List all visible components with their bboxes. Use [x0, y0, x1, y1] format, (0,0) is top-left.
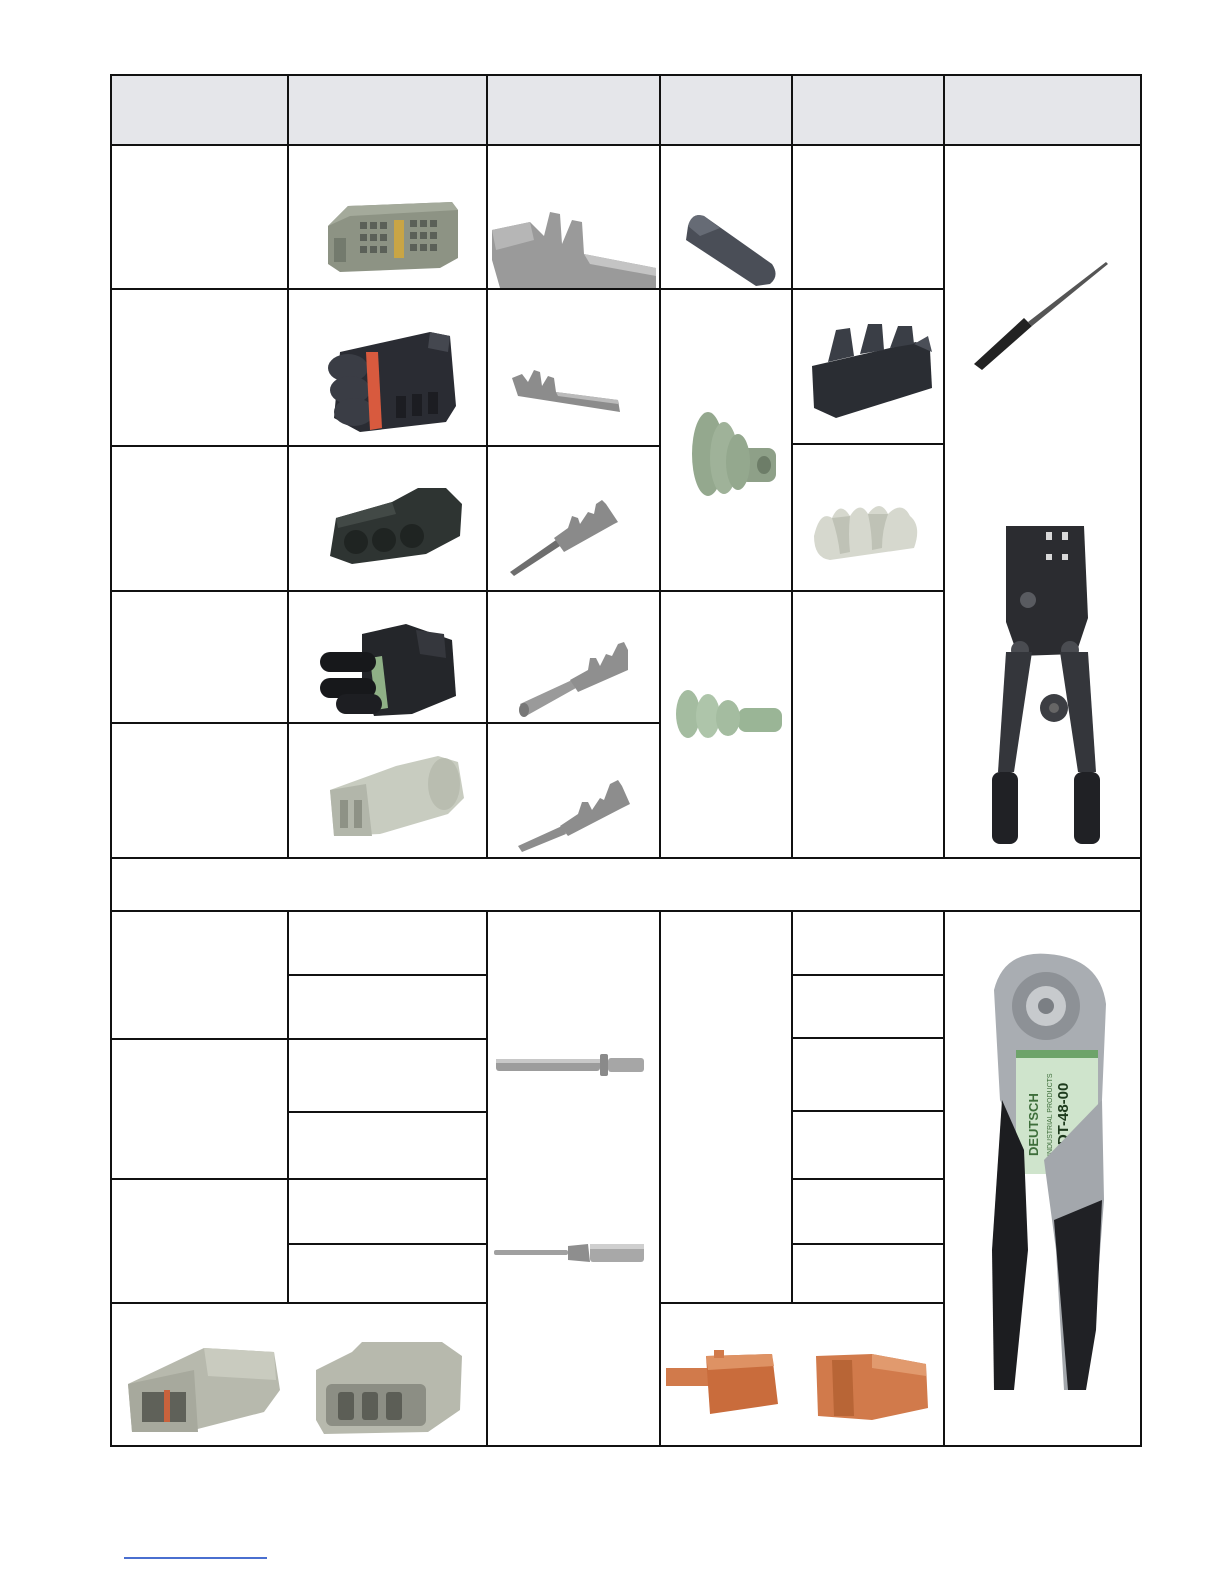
tpa-lock-black-image	[806, 322, 936, 422]
wire-seal-green-small-image	[674, 686, 786, 746]
section-rule-bottom	[110, 910, 1142, 912]
release-tool-image	[966, 256, 1112, 378]
crimper-model-text: HDT-48-00	[1055, 1082, 1072, 1156]
crimper-brand-text: DEUTSCH	[1026, 1093, 1041, 1156]
b-rule-4a	[110, 1178, 488, 1180]
connector-light-gray-image	[326, 754, 466, 838]
crimper-deutsch-hdt-image	[984, 950, 1118, 1410]
connector-gray-multipin-image	[320, 188, 466, 284]
terminal-pin-image	[506, 494, 622, 578]
b-rule-1a	[287, 974, 488, 976]
b-rule-5b	[791, 1243, 943, 1245]
b-rule-5a	[287, 1243, 488, 1245]
crimper-subtext: INDUSTRIAL PRODUCTS	[1047, 1073, 1054, 1156]
b-col-rule-5	[943, 910, 945, 1447]
b-rule-2b	[791, 1037, 943, 1039]
terminal-small-1-image	[508, 364, 624, 420]
b-rule-4b	[791, 1178, 943, 1180]
terminal-small-2-image	[516, 636, 634, 720]
row-rule-2b	[791, 443, 943, 445]
wedgelock-orange-1-image	[664, 1348, 784, 1420]
b-rule-1b	[791, 974, 943, 976]
solid-pin-contact-image	[492, 1240, 648, 1266]
terminal-flat-large-image	[490, 200, 656, 288]
col-rule-1	[287, 74, 289, 858]
header-rule	[110, 144, 1142, 146]
wedgelock-orange-2-image	[812, 1352, 930, 1422]
b-rule-6b	[659, 1302, 943, 1304]
footer-link-underline[interactable]	[124, 1557, 267, 1559]
connector-black-3way-red-seal-image	[320, 326, 462, 438]
section-divider	[120, 868, 1120, 900]
b-rule-3b	[791, 1110, 943, 1112]
connector-black-3way-male-image	[322, 484, 466, 568]
deutsch-receptacle-image	[124, 1340, 284, 1436]
b-rule-2a	[110, 1038, 488, 1040]
b-rule-6a	[110, 1302, 488, 1304]
deutsch-plug-image	[312, 1340, 466, 1436]
connector-black-3way-green-seal-image	[316, 622, 462, 720]
b-col-rule-3	[659, 910, 661, 1447]
cavity-plug-dark-image	[680, 206, 784, 288]
row-rule-1a	[110, 288, 943, 290]
solid-socket-contact-image	[494, 1052, 646, 1078]
wire-seal-green-large-image	[684, 406, 780, 498]
row-rule-2a	[110, 445, 659, 447]
row-rule-4	[110, 722, 659, 724]
col-rule-3	[659, 74, 661, 858]
crimper-open-barrel-image	[984, 522, 1108, 846]
terminal-small-3-image	[514, 774, 634, 854]
row-rule-3	[110, 590, 943, 592]
col-rule-4	[791, 74, 793, 858]
section-rule-top	[110, 857, 1142, 859]
b-rule-3a	[287, 1111, 488, 1113]
col-rule-5	[943, 74, 945, 858]
col-rule-2	[486, 74, 488, 858]
tpa-lock-white-image	[810, 496, 922, 564]
